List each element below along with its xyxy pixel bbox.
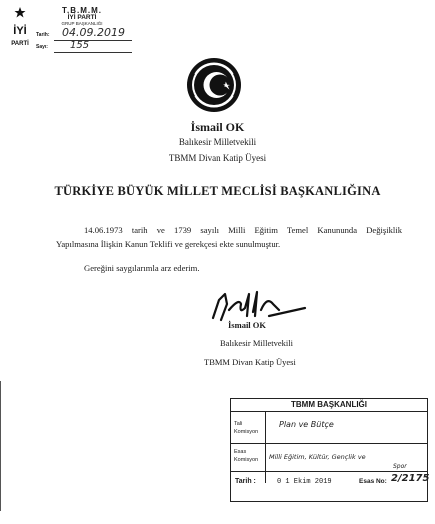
signature-role: TBMM Divan Katip Üyesi xyxy=(204,357,296,367)
registry-date-value: 0 1 Ekim 2019 xyxy=(277,478,332,486)
registry-column-divider xyxy=(265,411,266,483)
document-addressee: TÜRKİYE BÜYÜK MİLLET MECLİSİ BAŞKANLIĞINA xyxy=(54,184,381,198)
signature-constituency: Balıkesir Milletvekili xyxy=(220,338,293,348)
tali-label-1: Tali xyxy=(234,421,243,427)
registry-row-divider-2 xyxy=(231,471,427,472)
esas-no-label: Esas No: xyxy=(359,478,387,485)
scan-edge-line xyxy=(0,381,1,511)
registry-heading: TBMM BAŞKANLIĞI xyxy=(231,399,427,412)
esas-label-1: Esas xyxy=(234,449,247,455)
esas-no-value: 2/2175 xyxy=(391,473,430,484)
author-name: İsmail OK xyxy=(190,120,245,134)
stamp-office: GRUP BAŞKANLIĞI xyxy=(61,21,103,26)
esas-label-2: Komisyon xyxy=(234,457,259,463)
tbmm-emblem-icon xyxy=(185,56,243,114)
stamp-party: İYİ PARTİ xyxy=(67,14,97,21)
esas-commission-value-2: Spor xyxy=(393,463,407,470)
stamp-title: T.B.M.M. xyxy=(62,6,102,15)
party-logo-icon xyxy=(8,6,32,50)
registry-stamp xyxy=(230,398,428,502)
stamp-number-line xyxy=(54,52,132,53)
paragraph-2: Gereğini saygılarımla arz ederim. xyxy=(84,263,200,273)
author-constituency: Balıkesir Milletvekili xyxy=(178,137,257,147)
paragraph-1-line-2: Yapılmasına İlişkin Kanun Teklifi ve gerekçesi ekte sunulmuştur. xyxy=(56,239,281,249)
stamp-number-label: Sayı: xyxy=(36,44,48,50)
tali-commission-value: Plan ve Bütçe xyxy=(279,420,334,429)
party-logo-text: İYİ xyxy=(13,25,27,37)
esas-commission-value-1: Milli Eğitim, Kültür, Gençlik ve xyxy=(269,453,366,461)
registry-row-divider-1 xyxy=(231,443,427,444)
party-logo-subtext: PARTİ xyxy=(11,41,29,47)
stamp-date-value: 04.09.2019 xyxy=(62,26,125,39)
stamp-number-value: 155 xyxy=(70,40,90,51)
paragraph-1-line-1: 14.06.1973 tarih ve 1739 sayılı Milli Eğitim Temel Kanununda Değişiklik xyxy=(84,225,402,235)
stamp-date-label: Tarih: xyxy=(36,32,50,38)
registry-date-label: Tarih : xyxy=(235,478,256,485)
tali-label-2: Komisyon xyxy=(234,429,259,435)
author-role: TBMM Divan Katip Üyesi xyxy=(168,153,267,163)
signature-name: İsmail OK xyxy=(228,320,267,330)
stamp-date-line xyxy=(54,40,132,41)
